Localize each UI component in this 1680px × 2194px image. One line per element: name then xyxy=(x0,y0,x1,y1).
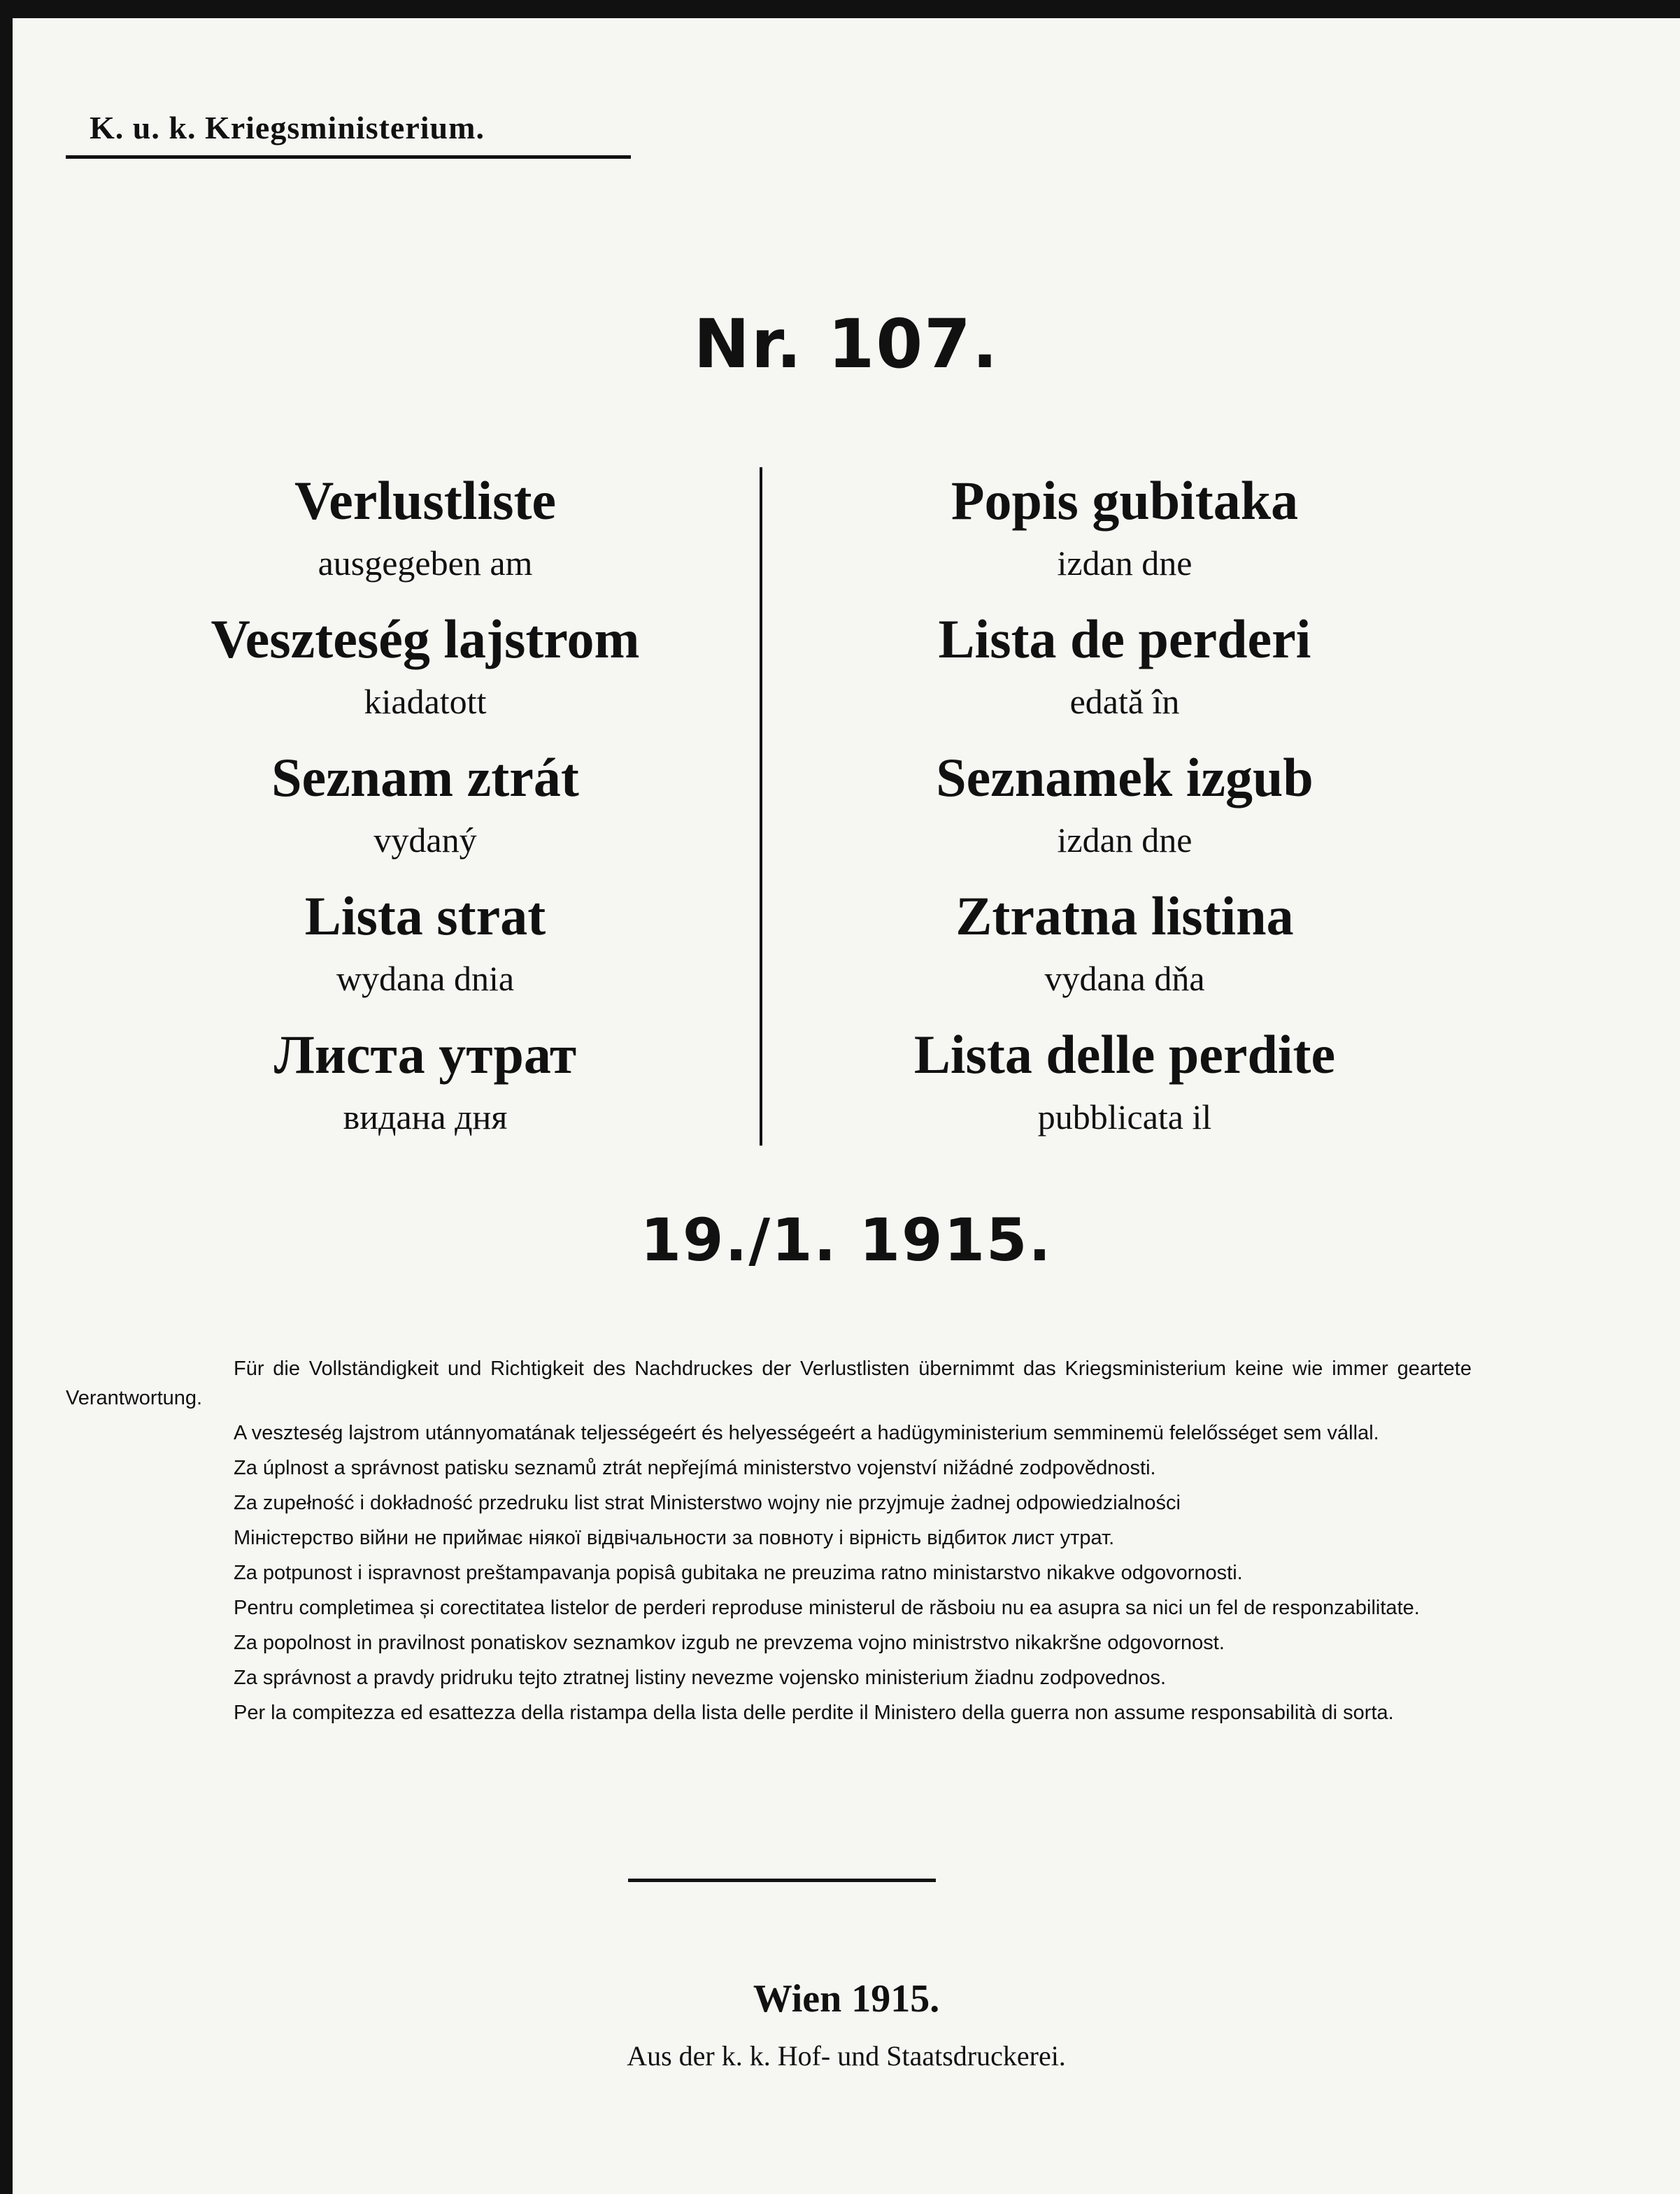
entry-title: Листа утрат xyxy=(273,1024,577,1085)
entry-subtitle: pubblicata il xyxy=(1037,1097,1212,1137)
entry-subtitle: edată în xyxy=(1069,682,1180,721)
left-language-column xyxy=(180,466,670,1158)
printer-credit: Aus der k. k. Hof- und Staatsdruckerei. xyxy=(627,2040,1066,2072)
entry-subtitle: izdan dne xyxy=(1057,543,1193,583)
language-entry xyxy=(880,881,1369,1020)
issue-date: 19./1. 1915. xyxy=(640,1206,1053,1274)
entry-subtitle: видана дня xyxy=(343,1097,508,1137)
entry-subtitle: wydana dnia xyxy=(336,959,515,998)
entry-title: Lista strat xyxy=(304,885,546,946)
language-entry xyxy=(180,743,670,881)
issue-number: Nr. 107. xyxy=(693,305,999,383)
issuer-heading: K. u. k. Kriegsministerium. xyxy=(90,110,485,145)
language-entry xyxy=(880,466,1369,604)
disclaimer-czech: Za úplnost a správnost patisku seznamů ztrát nepřejímá ministerstvo vojenství nižádné zodpovědnosti. xyxy=(234,1457,1156,1479)
language-entry xyxy=(880,743,1369,881)
language-entry xyxy=(180,881,670,1020)
column-divider xyxy=(760,467,762,1146)
entry-subtitle: izdan dne xyxy=(1057,820,1193,860)
entry-title: Seznamek izgub xyxy=(936,747,1314,808)
disclaimer-croatian: Za potpunost i ispravnost preštampavanja popisâ gubitaka ne preuzima ratno ministarstvo nikakve odgovornosti. xyxy=(234,1562,1243,1584)
entry-subtitle: vydaný xyxy=(373,820,477,860)
language-entry xyxy=(880,1020,1369,1158)
right-language-column xyxy=(880,466,1369,1158)
entry-subtitle: ausgegeben am xyxy=(318,543,533,583)
disclaimer-block xyxy=(66,1354,1472,1733)
disclaimer-slovak: Za správnost a pravdy pridruku tejto ztratnej listiny nevezme vojensko ministerium žiadnu zodpovednos. xyxy=(234,1667,1167,1689)
entry-title: Lista delle perdite xyxy=(913,1024,1336,1085)
disclaimer-italian: Per la compitezza ed esattezza della ristampa della lista delle perdite il Ministero della guerra non assume responsabilità di sorta. xyxy=(234,1702,1394,1724)
disclaimer-romanian: Pentru completimea și corectitatea listelor de perderi reproduse ministerul de răsboiu nu ea asupra sa nici un fel de responzabilitate. xyxy=(234,1597,1420,1619)
footer-rule xyxy=(628,1879,936,1882)
entry-title: Seznam ztrát xyxy=(271,747,579,808)
disclaimer-ruthenian: Міністерство війни не приймає ніякої відвічальности за повноту і вірність відбиток лист утрат. xyxy=(234,1527,1115,1549)
language-entry xyxy=(180,604,670,743)
entry-title: Lista de perderi xyxy=(938,608,1311,669)
entry-subtitle: vydana dňa xyxy=(1044,959,1205,998)
disclaimer-slovene: Za popolnost in pravilnost ponatiskov seznamkov izgub ne prevzema vojno ministrstvo nikakršne odgovornost. xyxy=(234,1632,1225,1654)
publication-place: Wien 1915. xyxy=(753,1977,940,2021)
language-entry xyxy=(180,1020,670,1158)
document-page xyxy=(13,18,1680,2194)
entry-title: Popis gubitaka xyxy=(951,470,1299,531)
header-rule xyxy=(66,155,631,159)
language-entry xyxy=(180,466,670,604)
entry-title: Veszteség lajstrom xyxy=(211,608,640,669)
entry-title: Ztratna listina xyxy=(955,885,1294,946)
entry-subtitle: kiadatott xyxy=(364,682,487,721)
disclaimer-german: Für die Vollständigkeit und Richtigkeit des Nachdruckes der Verlustlisten übernimmt das Kriegsministerium keine wie immer geartete Verantwortung. xyxy=(66,1358,1472,1409)
disclaimer-hungarian: A veszteség lajstrom utánnyomatának teljességeért és helyességeért a hadügyministerium semminemü felelősséget sem vállal. xyxy=(234,1422,1379,1444)
disclaimer-polish: Za zupełność i dokładność przedruku list strat Ministerstwo wojny nie przyjmuje żadnej odpowiedzialności xyxy=(234,1492,1181,1514)
language-entry xyxy=(880,604,1369,743)
entry-title: Verlustliste xyxy=(294,470,557,531)
